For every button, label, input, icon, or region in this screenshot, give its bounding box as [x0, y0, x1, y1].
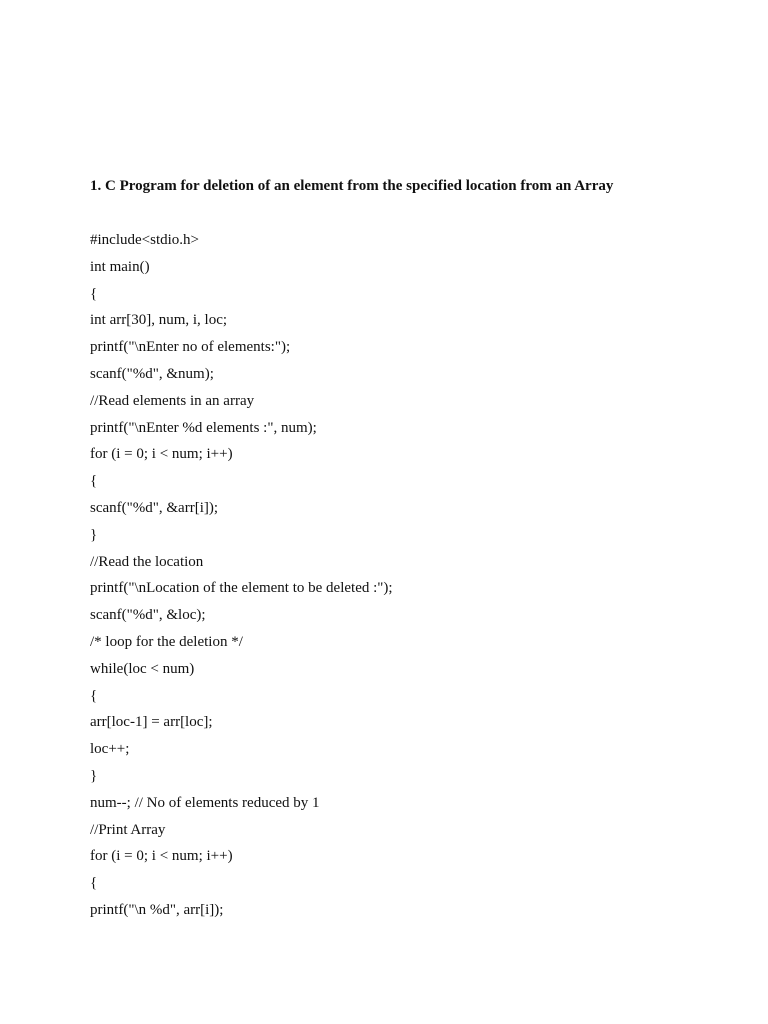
code-line: for (i = 0; i < num; i++)	[90, 446, 233, 463]
code-line: arr[loc-1] = arr[loc];	[90, 714, 213, 731]
code-line: int arr[30], num, i, loc;	[90, 312, 228, 329]
code-line: scanf("%d", &loc);	[90, 607, 206, 624]
code-line: num--; // No of elements reduced by 1	[90, 794, 320, 811]
code-line: for (i = 0; i < num; i++)	[90, 848, 233, 865]
code-line: scanf("%d", &num);	[90, 365, 214, 382]
code-line: {	[90, 875, 98, 892]
code-listing	[90, 229, 393, 926]
code-line: printf("\nLocation of the element to be deleted :");	[90, 580, 393, 597]
code-line: {	[90, 285, 98, 302]
code-line: #include<stdio.h>	[90, 232, 199, 248]
code-line: printf("\nEnter no of elements:");	[90, 339, 291, 356]
code-line: /* loop for the deletion */	[90, 633, 243, 650]
document-heading: 1. C Program for deletion of an element from the specified location from an Array	[90, 178, 614, 194]
code-line: loc++;	[90, 741, 130, 758]
code-line: scanf("%d", &arr[i]);	[90, 499, 219, 516]
code-line: printf("\nEnter %d elements :", num);	[90, 419, 317, 436]
code-line: int main()	[90, 258, 150, 275]
code-line: while(loc < num)	[90, 660, 195, 677]
code-line: {	[90, 687, 98, 704]
code-line: //Print Array	[90, 821, 166, 838]
code-line: //Read the location	[90, 553, 204, 570]
code-line: }	[90, 526, 98, 543]
code-line: {	[90, 473, 98, 490]
code-line: //Read elements in an array	[90, 392, 255, 409]
code-line: printf("\n %d", arr[i]);	[90, 901, 224, 918]
code-line: }	[90, 767, 98, 784]
